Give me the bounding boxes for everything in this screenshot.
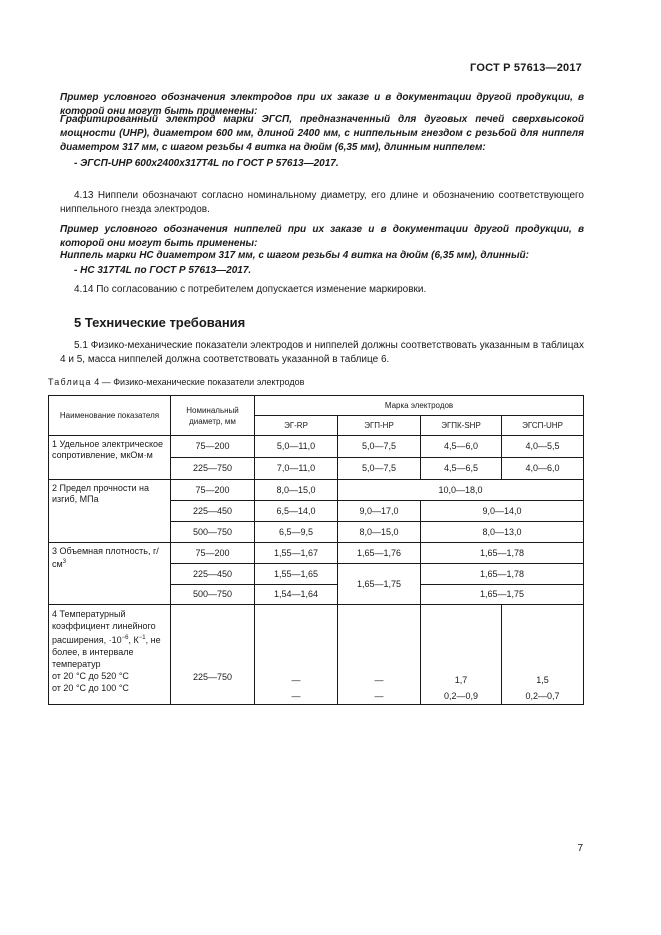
- table-row: [49, 543, 584, 564]
- table-cell: 9,0—17,0: [338, 501, 421, 522]
- table-cell: [502, 605, 584, 705]
- table-cell: 5,0—7,5: [338, 436, 421, 458]
- table-cell: 1,55—1,65: [255, 564, 338, 585]
- table-cell: 225—450: [171, 501, 255, 522]
- header-grade: Марка электродов: [255, 396, 584, 416]
- table-cell: 10,0—18,0: [338, 480, 584, 501]
- table-cell: 225—750: [171, 605, 255, 705]
- table-cell: 75—200: [171, 480, 255, 501]
- table-cell: 1,54—1,64: [255, 585, 338, 605]
- header-grade-rp: ЭГ-RP: [255, 416, 338, 436]
- table-cell: 225—450: [171, 564, 255, 585]
- example-designation-electrode: - ЭГСП-UHP 600x2400x317T4L по ГОСТ Р 57613—2017.: [74, 158, 339, 169]
- table-cell-value: 0,2—0,7: [525, 691, 560, 701]
- table-cell: 1,55—1,67: [255, 543, 338, 564]
- row-label-expansion-c: , не более, в интервале температур: [52, 635, 161, 669]
- table-cell: 1,65—1,76: [338, 543, 421, 564]
- row-label-expansion-exp2: −1: [138, 635, 146, 641]
- example-description-nipple: Ниппель марки НС диаметром 317 мм, с шагом резьбы 4 витка на дюйм (6,35 мм), длинный:: [60, 250, 529, 261]
- row-label-strength: 2 Предел прочности на изгиб, МПа: [49, 480, 171, 543]
- row-label-expansion-a: 4 Температурный коэффициент линейного расширения, ·10: [52, 609, 156, 645]
- table-cell: 6,5—14,0: [255, 501, 338, 522]
- table-cell-value: —: [291, 691, 301, 701]
- table-header-row: [49, 396, 584, 416]
- table-cell-value: —: [374, 691, 384, 701]
- clause-4-13: 4.13 Ниппели обозначают согласно номинальному диаметру, его длине и обозначению соответствующего ниппельного гнезда электродов.: [60, 190, 584, 215]
- row-label-resistivity: 1 Удельное электрическое сопротивление, мкОм·м: [49, 436, 171, 480]
- table-cell: 4,5—6,5: [421, 458, 502, 480]
- table-cell: 500—750: [171, 522, 255, 543]
- table-cell: 6,5—9,5: [255, 522, 338, 543]
- table-cell-value: —: [374, 675, 384, 685]
- section-title: 5 Технические требования: [74, 315, 246, 330]
- table-caption-text: 4 — Физико-механические показатели электродов: [91, 377, 305, 387]
- table-row: [49, 436, 584, 458]
- example-description-electrode: Графитированный электрод марки ЭГСП, предназначенный для дуговых печей сверхвысокой мощности (UHP), диаметром 600 мм, длиной 2400 мм, с ниппельным гнездом с резьбой для ниппеля диаметром 317 мм, с шагом резьбы 4 витка на дюйм (6,35 мм), длинным ниппелем:: [60, 114, 584, 153]
- table-cell: 75—200: [171, 543, 255, 564]
- table-caption-word: Таблица: [48, 377, 92, 387]
- header-grade-hp: ЭГП-HP: [338, 416, 421, 436]
- table-caption: [48, 377, 304, 387]
- row-label-density: [49, 543, 171, 605]
- table-cell: 8,0—13,0: [421, 522, 584, 543]
- table-cell: 1,65—1,75: [338, 564, 421, 605]
- row-label-interval-1: от 20 °С до 520 °С: [52, 671, 129, 681]
- row-label-expansion-exp1: −6: [121, 635, 129, 641]
- table-cell: 75—200: [171, 436, 255, 458]
- table-cell: 500—750: [171, 585, 255, 605]
- table-cell: 8,0—15,0: [255, 480, 338, 501]
- table-cell: [255, 605, 338, 705]
- table-cell-value: 1,7: [454, 675, 468, 685]
- table-cell: 1,65—1,78: [421, 543, 584, 564]
- table-cell: 4,5—6,0: [421, 436, 502, 458]
- header-diameter: Номинальный диаметр, мм: [171, 396, 255, 436]
- table-cell-value: 0,2—0,9: [443, 691, 479, 701]
- table-row: [49, 605, 584, 705]
- table-cell: 4,0—5,5: [502, 436, 584, 458]
- table-cell-value: 1,5: [536, 675, 549, 685]
- table-cell: 9,0—14,0: [421, 501, 584, 522]
- row-label-interval-2: от 20 °С до 100 °С: [52, 683, 129, 693]
- table-cell: 1,65—1,75: [421, 585, 584, 605]
- table-cell: 225—750: [171, 458, 255, 480]
- table-cell: 8,0—15,0: [338, 522, 421, 543]
- properties-table: [48, 395, 584, 705]
- example-title-nipples: Пример условного обозначения ниппелей при их заказе и в документации другой продукции, в которой они могут быть применены:: [60, 224, 584, 249]
- table-cell: [421, 605, 502, 705]
- table-cell: 1,65—1,78: [421, 564, 584, 585]
- table-cell: 4,0—6,0: [502, 458, 584, 480]
- row-label-expansion: [49, 605, 171, 705]
- header-name: Наименование показателя: [49, 396, 171, 436]
- row-label-expansion-b: , К: [128, 635, 139, 645]
- clause-5-1: 5.1 Физико-механические показатели электродов и ниппелей должны соответствовать указанным в таблицах 4 и 5, масса ниппелей должна соответствовать указанной в таблице 6.: [60, 340, 584, 365]
- row-label-density-exp: 3: [62, 559, 67, 565]
- header-grade-uhp: ЭГСП-UHP: [502, 416, 584, 436]
- table-cell: 7,0—11,0: [255, 458, 338, 480]
- table-row: [49, 480, 584, 501]
- table-cell-value: —: [291, 675, 301, 685]
- example-title-electrodes: Пример условного обозначения электродов при их заказе и в документации другой продукции, в которой они могут быть применены:: [60, 92, 584, 117]
- clause-4-14: 4.14 По согласованию с потребителем допускается изменение маркировки.: [74, 284, 427, 295]
- table-cell: [338, 605, 421, 705]
- row-label-density-text: 3 Объемная плотность, г/см: [52, 546, 159, 569]
- table-cell: 5,0—11,0: [255, 436, 338, 458]
- table-cell: 5,0—7,5: [338, 458, 421, 480]
- example-designation-nipple: - НС 317T4L по ГОСТ Р 57613—2017.: [74, 265, 252, 276]
- page-number: 7: [577, 843, 583, 854]
- standard-code: ГОСТ Р 57613—2017: [470, 62, 582, 74]
- header-grade-shp: ЭГПК-SHP: [421, 416, 502, 436]
